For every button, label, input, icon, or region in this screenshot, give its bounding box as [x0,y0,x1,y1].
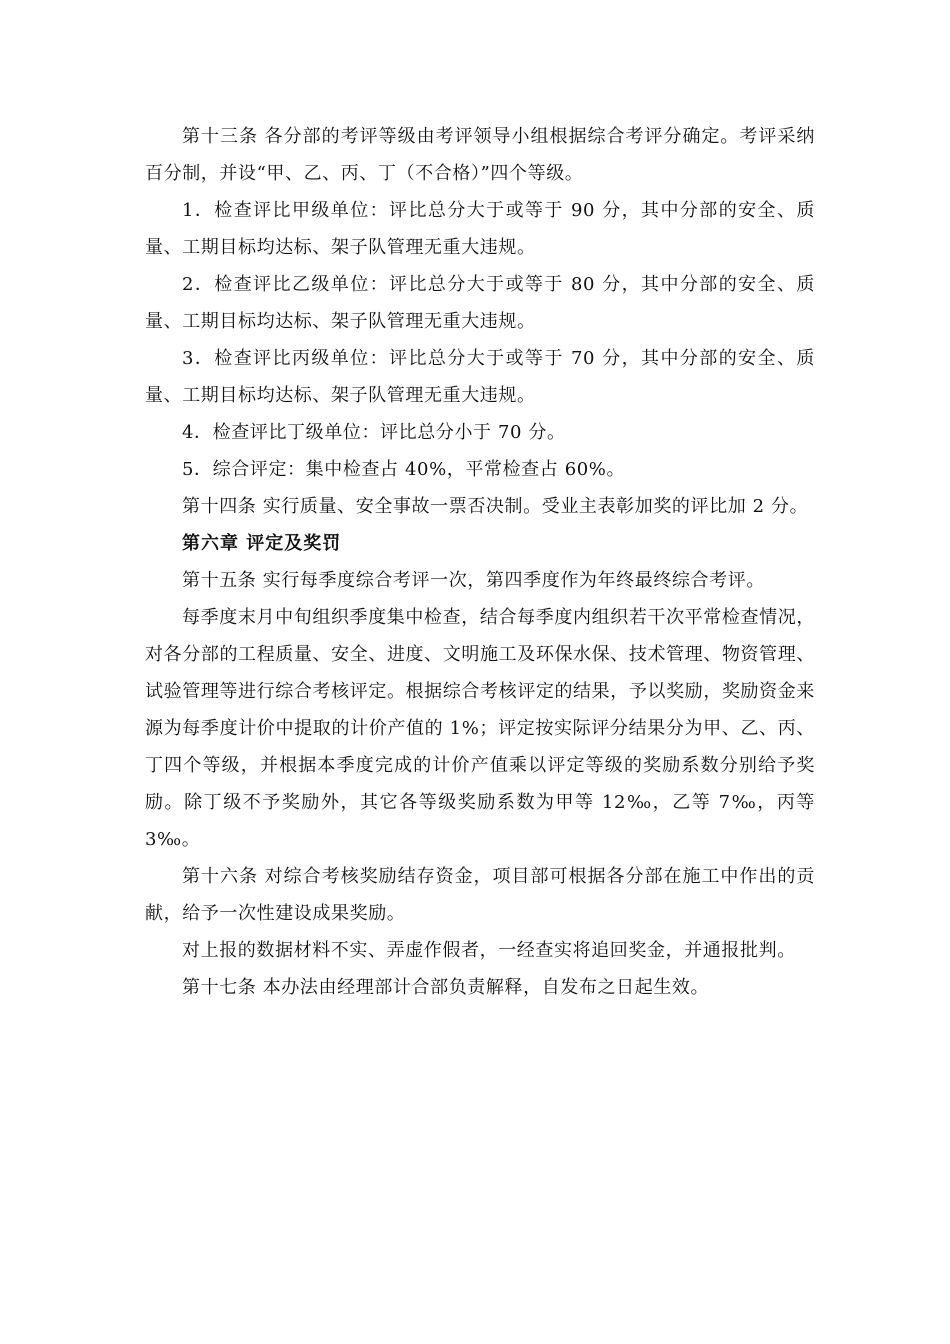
article-16: 第十六条 对综合考核奖励结存资金，项目部可根据各分部在施工中作出的贡献，给予一次性建设成果奖励。 [145,866,815,924]
grade-c-criteria: 3．检查评比丙级单位：评比总分大于或等于 70 分，其中分部的安全、质量、工期目标均达标、架子队管理无重大违规。 [145,348,815,406]
quarterly-inspection-paragraph: 每季度末月中旬组织季度集中检查，结合每季度内组织若干次平常检查情况，对各分部的工程质量、安全、进度、文明施工及环保水保、技术管理、物资管理、试验管理等进行综合考核评定。根据综合考核评定的结果，予以奖励，奖励资金来源为每季度计价中提取的计价产值的 1%；评定按实际评分结果分为甲、乙、丙、丁四个等级，并根据本季度完成的计价产值乘以评定等级的奖励系数分别给予奖励。除丁级不予奖励外，其它各等级奖励系数为甲等 12‰，乙等 7‰，丙等 3‰。 [145,607,815,850]
article-17: 第十七条 本办法由经理部计合部负责解释，自发布之日起生效。 [182,977,710,998]
article-14: 第十四条 实行质量、安全事故一票否决制。受业主表彰加奖的评比加 2 分。 [182,496,809,517]
chapter-6-heading: 第六章 评定及奖罚 [182,533,342,554]
grade-b-criteria: 2．检查评比乙级单位：评比总分大于或等于 80 分，其中分部的安全、质量、工期目标均达标、架子队管理无重大违规。 [145,274,815,332]
grade-a-criteria: 1．检查评比甲级单位：评比总分大于或等于 90 分，其中分部的安全、质量、工期目标均达标、架子队管理无重大违规。 [145,200,815,258]
document-body [145,118,815,1006]
overall-evaluation: 5．综合评定：集中检查占 40%，平常检查占 60%。 [182,459,626,480]
grade-d-criteria: 4．检查评比丁级单位：评比总分小于 70 分。 [182,422,566,443]
false-report-paragraph: 对上报的数据材料不实、弄虚作假者，一经查实将追回奖金，并通报批判。 [182,940,796,961]
article-13: 第十三条 各分部的考评等级由考评领导小组根据综合考评分确定。考评采纳百分制，并设“甲、乙、丙、丁（不合格）”四个等级。 [145,126,815,184]
article-15: 第十五条 实行每季度综合考评一次，第四季度作为年终最终综合考评。 [182,570,765,591]
